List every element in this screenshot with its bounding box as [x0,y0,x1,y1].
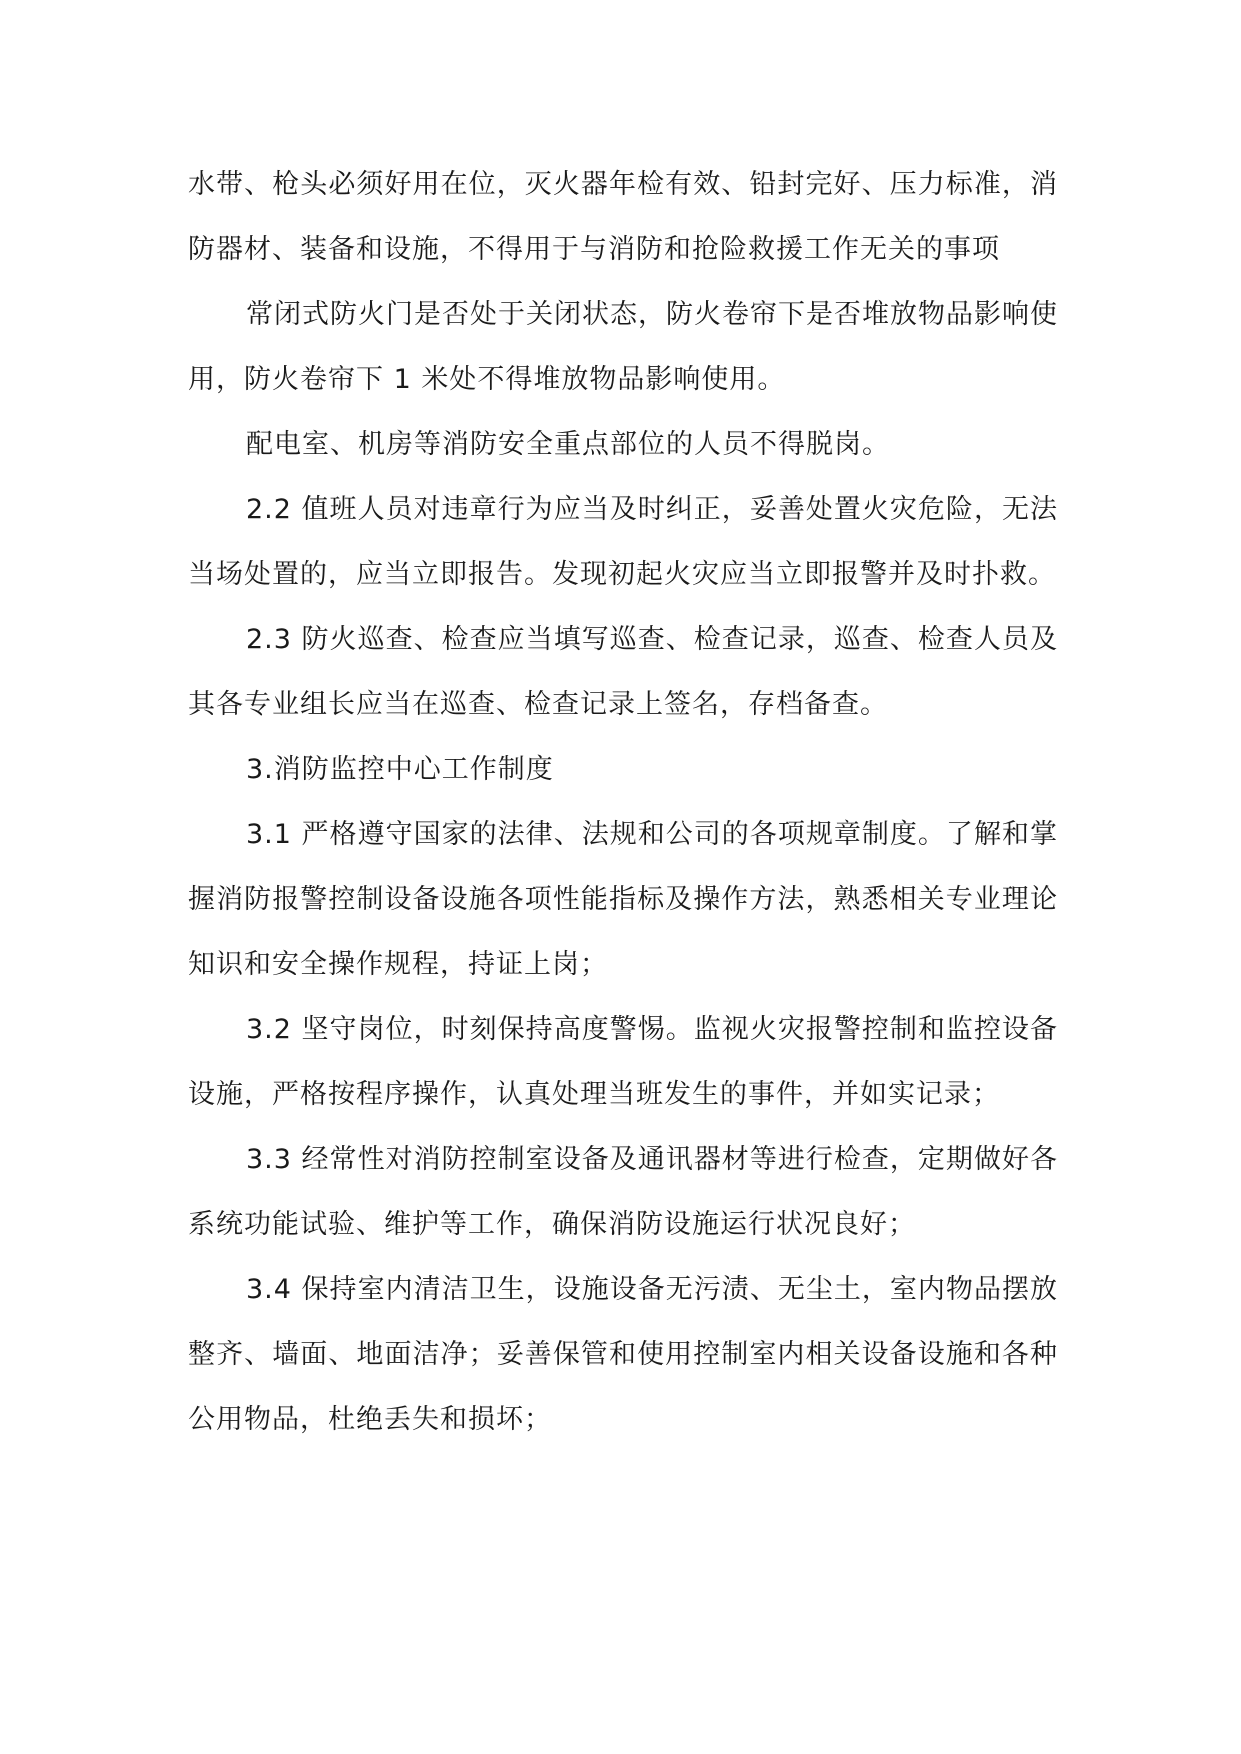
paragraph-2-3: 2.3 防火巡查、检查应当填写巡查、检查记录，巡查、检查人员及其各专业组长应当在巡查、检查记录上签名，存档备查。 [188,624,1058,720]
paragraph-key-areas: 配电室、机房等消防安全重点部位的人员不得脱岗。 [246,429,890,460]
paragraph-3-2: 3.2 坚守岗位，时刻保持高度警惕。监视火灾报警控制和监控设备设施，严格按程序操作，认真处理当班发生的事件，并如实记录； [188,1014,1058,1110]
paragraph-fire-door: 常闭式防火门是否处于关闭状态，防火卷帘下是否堆放物品影响使用，防火卷帘下 1 米处不得堆放物品影响使用。 [188,299,1058,395]
paragraph-3-4: 3.4 保持室内清洁卫生，设施设备无污渍、无尘土，室内物品摆放整齐、墙面、地面洁净；妥善保管和使用控制室内相关设备设施和各种公用物品，杜绝丢失和损坏； [188,1274,1058,1435]
paragraph-2-2: 2.2 值班人员对违章行为应当及时纠正，妥善处置火灾危险，无法当场处置的，应当立即报告。发现初起火灾应当立即报警并及时扑救。 [188,494,1058,590]
document-body [188,152,1058,1452]
paragraph-3-1: 3.1 严格遵守国家的法律、法规和公司的各项规章制度。了解和掌握消防报警控制设备设施各项性能指标及操作方法，熟悉相关专业理论知识和安全操作规程，持证上岗； [188,819,1058,980]
paragraph-3-3: 3.3 经常性对消防控制室设备及通讯器材等进行检查，定期做好各系统功能试验、维护等工作，确保消防设施运行状况良好； [188,1144,1058,1240]
section-heading-3: 3.消防监控中心工作制度 [246,754,554,785]
paragraph-hose-nozzle: 水带、枪头必须好用在位，灭火器年检有效、铅封完好、压力标准，消防器材、装备和设施，不得用于与消防和抢险救援工作无关的事项 [188,169,1058,265]
